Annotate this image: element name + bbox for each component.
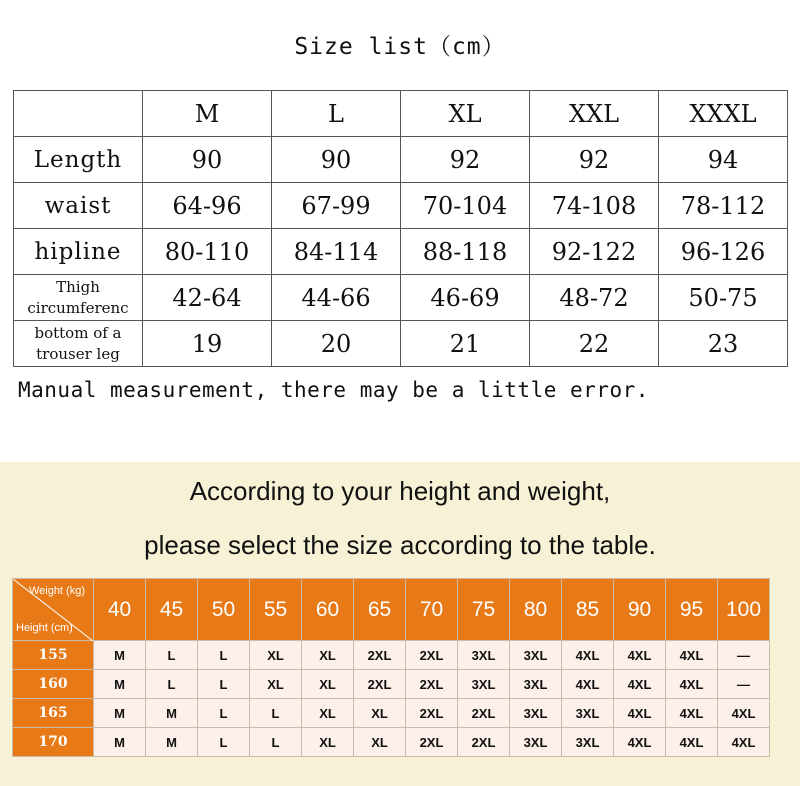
weight-header: 75 <box>458 579 510 641</box>
table-cell: 84-114 <box>272 229 401 275</box>
instruction-line-2: please select the size according to the table. <box>144 530 656 560</box>
size-col-header: L <box>272 91 401 137</box>
size-cell: 4XL <box>614 728 666 757</box>
size-list-title: Size list（cm） <box>294 34 506 60</box>
size-cell: — <box>718 670 770 699</box>
weight-axis-label: Weight (kg) <box>28 585 85 597</box>
table-row <box>14 321 788 367</box>
table-row <box>13 699 770 728</box>
weight-header: 55 <box>250 579 302 641</box>
size-col-header: XXL <box>530 91 659 137</box>
size-cell: L <box>250 699 302 728</box>
size-cell: 2XL <box>458 699 510 728</box>
size-cell: M <box>146 699 198 728</box>
size-cell: L <box>198 699 250 728</box>
weight-header: 85 <box>562 579 614 641</box>
size-cell: M <box>94 641 146 670</box>
row-label: Length <box>14 137 143 183</box>
weight-header: 90 <box>614 579 666 641</box>
size-cell: 2XL <box>406 728 458 757</box>
size-cell: 4XL <box>562 641 614 670</box>
table-cell: 44-66 <box>272 275 401 321</box>
table-cell: 64-96 <box>143 183 272 229</box>
table-cell: 74-108 <box>530 183 659 229</box>
size-cell: 3XL <box>510 728 562 757</box>
table-cell: 46-69 <box>401 275 530 321</box>
size-cell: 4XL <box>666 670 718 699</box>
table-cell: 67-99 <box>272 183 401 229</box>
size-cell: 2XL <box>406 641 458 670</box>
table-cell: 80-110 <box>143 229 272 275</box>
size-cell: 4XL <box>666 699 718 728</box>
size-cell: 3XL <box>458 641 510 670</box>
size-cell: 2XL <box>458 728 510 757</box>
size-cell: XL <box>302 699 354 728</box>
table-row <box>14 229 788 275</box>
size-cell: XL <box>302 670 354 699</box>
size-header-empty <box>14 91 143 137</box>
corner-cell <box>13 579 94 641</box>
table-row <box>13 670 770 699</box>
size-cell: 3XL <box>510 699 562 728</box>
table-row <box>14 275 788 321</box>
table-cell: 21 <box>401 321 530 367</box>
table-row <box>14 183 788 229</box>
size-cell: L <box>198 641 250 670</box>
height-axis-label: Height (cm) <box>16 622 73 634</box>
table-row <box>13 728 770 757</box>
height-label: 165 <box>13 699 94 728</box>
size-cell: XL <box>354 699 406 728</box>
size-cell: L <box>146 641 198 670</box>
height-label: 155 <box>13 641 94 670</box>
size-cell: 3XL <box>510 670 562 699</box>
size-cell: 4XL <box>614 641 666 670</box>
table-cell: 42-64 <box>143 275 272 321</box>
size-list-table <box>13 90 788 367</box>
table-cell: 92 <box>530 137 659 183</box>
row-label: hipline <box>14 229 143 275</box>
size-cell: L <box>198 670 250 699</box>
weight-header: 70 <box>406 579 458 641</box>
table-cell: 90 <box>143 137 272 183</box>
height-label: 170 <box>13 728 94 757</box>
table-cell: 88-118 <box>401 229 530 275</box>
size-cell: L <box>146 670 198 699</box>
size-cell: M <box>94 670 146 699</box>
size-cell: 3XL <box>562 699 614 728</box>
size-cell: XL <box>250 641 302 670</box>
height-weight-section <box>0 462 800 786</box>
table-row <box>14 137 788 183</box>
row-label: Thigh circumferenc <box>14 275 143 321</box>
row-label: waist <box>14 183 143 229</box>
size-cell: 4XL <box>718 728 770 757</box>
weight-header: 95 <box>666 579 718 641</box>
table-cell: 96-126 <box>659 229 788 275</box>
size-cell: 4XL <box>666 641 718 670</box>
table-cell: 90 <box>272 137 401 183</box>
size-cell: 4XL <box>666 728 718 757</box>
size-cell: 3XL <box>562 728 614 757</box>
table-cell: 78-112 <box>659 183 788 229</box>
size-cell: 3XL <box>458 670 510 699</box>
size-cell: XL <box>302 728 354 757</box>
weight-header: 45 <box>146 579 198 641</box>
size-cell: L <box>198 728 250 757</box>
size-cell: 2XL <box>406 670 458 699</box>
size-cell: 3XL <box>510 641 562 670</box>
table-cell: 50-75 <box>659 275 788 321</box>
weight-header: 50 <box>198 579 250 641</box>
table-cell: 20 <box>272 321 401 367</box>
size-cell: L <box>250 728 302 757</box>
weight-header: 80 <box>510 579 562 641</box>
table-row <box>13 641 770 670</box>
size-cell: — <box>718 641 770 670</box>
table-cell: 70-104 <box>401 183 530 229</box>
table-cell: 92 <box>401 137 530 183</box>
size-cell: M <box>146 728 198 757</box>
size-cell: XL <box>302 641 354 670</box>
size-cell: 4XL <box>718 699 770 728</box>
measurement-note: Manual measurement, there may be a little error. <box>18 378 649 402</box>
size-cell: 2XL <box>354 641 406 670</box>
size-col-header: XXXL <box>659 91 788 137</box>
weight-header: 60 <box>302 579 354 641</box>
table-cell: 92-122 <box>530 229 659 275</box>
size-cell: 2XL <box>354 670 406 699</box>
size-cell: XL <box>250 670 302 699</box>
table-cell: 23 <box>659 321 788 367</box>
weight-header: 65 <box>354 579 406 641</box>
size-cell: 4XL <box>614 670 666 699</box>
table-cell: 19 <box>143 321 272 367</box>
size-cell: M <box>94 699 146 728</box>
size-cell: M <box>94 728 146 757</box>
table-cell: 48-72 <box>530 275 659 321</box>
size-cell: 4XL <box>562 670 614 699</box>
height-label: 160 <box>13 670 94 699</box>
row-label: bottom of a trouser leg <box>14 321 143 367</box>
height-weight-table <box>12 578 770 757</box>
size-cell: 2XL <box>406 699 458 728</box>
table-cell: 94 <box>659 137 788 183</box>
instruction-line-1: According to your height and weight, <box>189 476 611 506</box>
size-cell: XL <box>354 728 406 757</box>
size-col-header: XL <box>401 91 530 137</box>
size-col-header: M <box>143 91 272 137</box>
size-header-row <box>14 91 788 137</box>
table-cell: 22 <box>530 321 659 367</box>
weight-header: 100 <box>718 579 770 641</box>
weight-header: 40 <box>94 579 146 641</box>
weight-header-row <box>13 579 770 641</box>
size-cell: 4XL <box>614 699 666 728</box>
